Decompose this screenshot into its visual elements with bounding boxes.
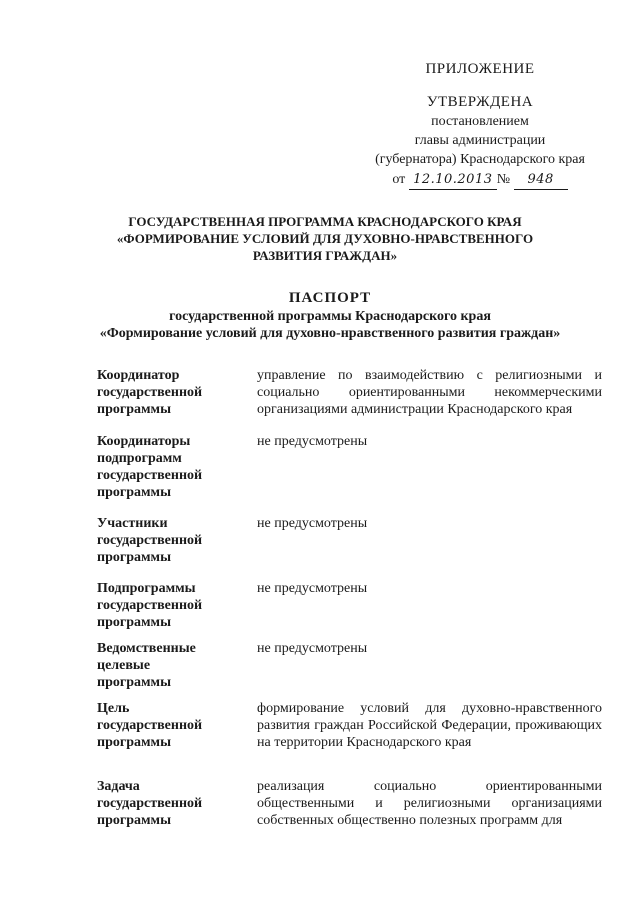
row-value: формирование условий для духовно-нравственного развития граждан Российской Федерации, проживающих на территории Краснодарского края bbox=[257, 701, 602, 750]
approval-line-1: постановлением bbox=[431, 114, 529, 129]
row-label bbox=[97, 580, 257, 640]
program-title-line-1: ГОСУДАРСТВЕННАЯ ПРОГРАММА КРАСНОДАРСКОГО КРАЯ bbox=[128, 214, 522, 229]
number-sign: № bbox=[496, 172, 511, 187]
program-title-line-2: «ФОРМИРОВАНИЕ УСЛОВИЙ ДЛЯ ДУХОВНО-НРАВСТВЕННОГО bbox=[116, 231, 534, 246]
row-value: не предусмотрены bbox=[257, 581, 368, 596]
row-value: реализация социально ориентированными общественными и религиозными организациями собственных общественно полезных программ для bbox=[257, 779, 602, 828]
row-label-line: программы bbox=[97, 675, 171, 690]
row-label-line: Ведомственные bbox=[97, 641, 196, 656]
passport-row-subprograms bbox=[97, 580, 602, 640]
passport-row-goal bbox=[97, 700, 602, 778]
approved-heading: УТВЕРЖДЕНА bbox=[426, 94, 534, 110]
row-label-line: программы bbox=[97, 485, 171, 500]
row-label-line: Координаторы bbox=[97, 434, 191, 449]
row-value: управление по взаимодействию с религиозными и социально ориентированными некоммерческими организациями администрации Краснодарского края bbox=[257, 368, 602, 417]
handwritten-date: 12.10.2013 bbox=[409, 170, 497, 190]
row-label bbox=[97, 367, 257, 433]
row-label-line: государственной bbox=[97, 533, 203, 548]
passport-row-participants bbox=[97, 515, 602, 580]
row-label-line: государственной bbox=[97, 718, 203, 733]
row-label-line: целевые bbox=[97, 658, 151, 673]
row-label-line: программы bbox=[97, 813, 171, 828]
row-label bbox=[97, 515, 257, 580]
row-label bbox=[97, 640, 257, 700]
approval-block bbox=[360, 60, 600, 190]
approval-line-3: (губернатора) Краснодарского края bbox=[375, 152, 585, 167]
row-label-line: Участники bbox=[97, 516, 168, 531]
passport-row-subprogram-coordinators bbox=[97, 433, 602, 515]
row-label bbox=[97, 700, 257, 778]
row-label-line: Координатор bbox=[97, 368, 180, 383]
row-label-line: государственной bbox=[97, 598, 203, 613]
passport-row-task bbox=[97, 778, 602, 838]
passport-table bbox=[97, 367, 602, 838]
row-label-line: программы bbox=[97, 735, 171, 750]
row-value: не предусмотрены bbox=[257, 641, 368, 656]
approval-date-line bbox=[360, 170, 600, 190]
row-label-line: государственной bbox=[97, 385, 203, 400]
row-label-line: государственной bbox=[97, 796, 203, 811]
row-label-line: Задача bbox=[97, 779, 140, 794]
handwritten-number: 948 bbox=[514, 170, 568, 190]
passport-row-departmental-programs bbox=[97, 640, 602, 700]
program-title bbox=[80, 213, 570, 264]
approval-line-2: главы администрации bbox=[414, 133, 546, 148]
row-label-line: программы bbox=[97, 615, 171, 630]
row-value: не предусмотрены bbox=[257, 434, 368, 449]
row-label-line: Подпрограммы bbox=[97, 581, 196, 596]
appendix-heading: ПРИЛОЖЕНИЕ bbox=[425, 61, 535, 77]
row-label-line: подпрограмм bbox=[97, 451, 182, 466]
passport-subtitle-2: «Формирование условий для духовно-нравственного развития граждан» bbox=[99, 326, 561, 341]
program-title-line-3: РАЗВИТИЯ ГРАЖДАН» bbox=[252, 248, 398, 263]
row-label-line: программы bbox=[97, 402, 171, 417]
passport-title: ПАСПОРТ bbox=[288, 290, 372, 306]
row-label-line: государственной bbox=[97, 468, 203, 483]
row-label-line: программы bbox=[97, 550, 171, 565]
row-value: не предусмотрены bbox=[257, 516, 368, 531]
row-label bbox=[97, 778, 257, 838]
passport-subtitle-1: государственной программы Краснодарского края bbox=[169, 309, 491, 324]
row-label bbox=[97, 433, 257, 515]
row-label-line: Цель bbox=[97, 701, 130, 716]
passport-row-coordinator bbox=[97, 367, 602, 433]
date-prefix: от bbox=[392, 172, 406, 187]
passport-heading bbox=[80, 290, 580, 342]
